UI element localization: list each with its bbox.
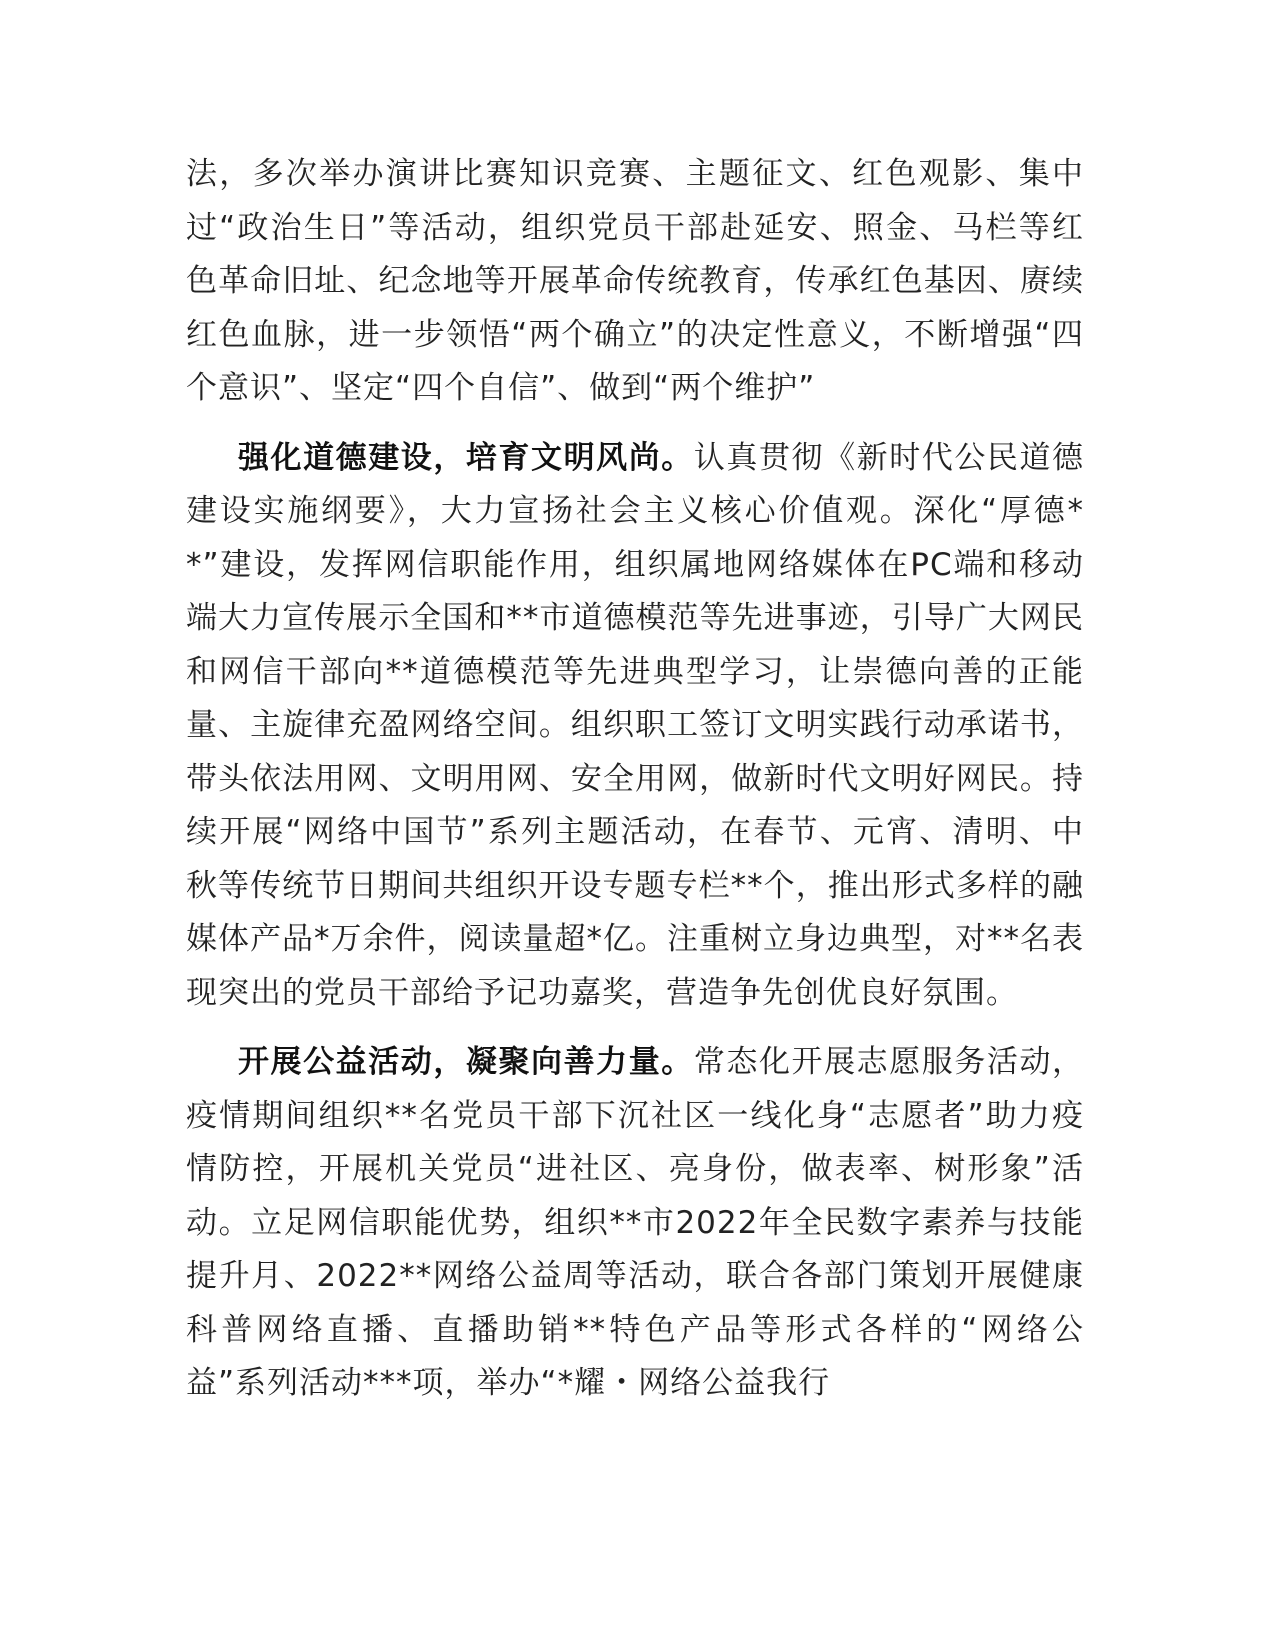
paragraph-moral-construction xyxy=(186,432,1084,1021)
paragraph-public-welfare xyxy=(186,1036,1084,1411)
document-body xyxy=(186,148,1084,1411)
paragraph-heading: 开展公益活动，凝聚向善力量。 xyxy=(238,1044,694,1080)
paragraph-text: 法，多次举办演讲比赛知识竞赛、主题征文、红色观影、集中过“政治生日”等活动，组织党员干部赴延安、照金、马栏等红色革命旧址、纪念地等开展革命传统教育，传承红色基因、赓续红色血脉，进一步领悟“两个确立”的决定性意义，不断增强“四个意识”、坚定“四个自信”、做到“两个维护” xyxy=(186,156,1084,406)
paragraph-heading: 强化道德建设，培育文明风尚。 xyxy=(238,439,694,476)
paragraph-text: 常态化开展志愿服务活动，疫情期间组织**名党员干部下沉社区一线化身“志愿者”助力疫情防控，开展机关党员“进社区、亮身份，做表率、树形象”活动。立足网信职能优势，组织**市2022年全民数字素养与技能提升月、2022**网络公益周等活动，联合各部门策划开展健康科普网络直播、直播助销**特色产品等形式各样的“网络公益”系列活动***项，举办“*耀・网络公益我行 xyxy=(186,1044,1085,1401)
paragraph-continuation xyxy=(186,148,1084,416)
paragraph-text: 认真贯彻《新时代公民道德建设实施纲要》，大力宣扬社会主义核心价值观。深化“厚德**”建设，发挥网信职能作用，组织属地网络媒体在PC端和移动端大力宣传展示全国和**市道德模范等先进事迹，引导广大网民和网信干部向**道德模范等先进典型学习，让崇德向善的正能量、主旋律充盈网络空间。组织职工签订文明实践行动承诺书，带头依法用网、文明用网、安全用网，做新时代文明好网民。持续开展“网络中国节”系列主题活动，在春节、元宵、清明、中秋等传统节日期间共组织开设专题专栏**个，推出形式多样的融媒体产品*万余件，阅读量超*亿。注重树立身边典型，对**名表现突出的党员干部给予记功嘉奖，营造争先创优良好氛围。 xyxy=(186,439,1085,1011)
